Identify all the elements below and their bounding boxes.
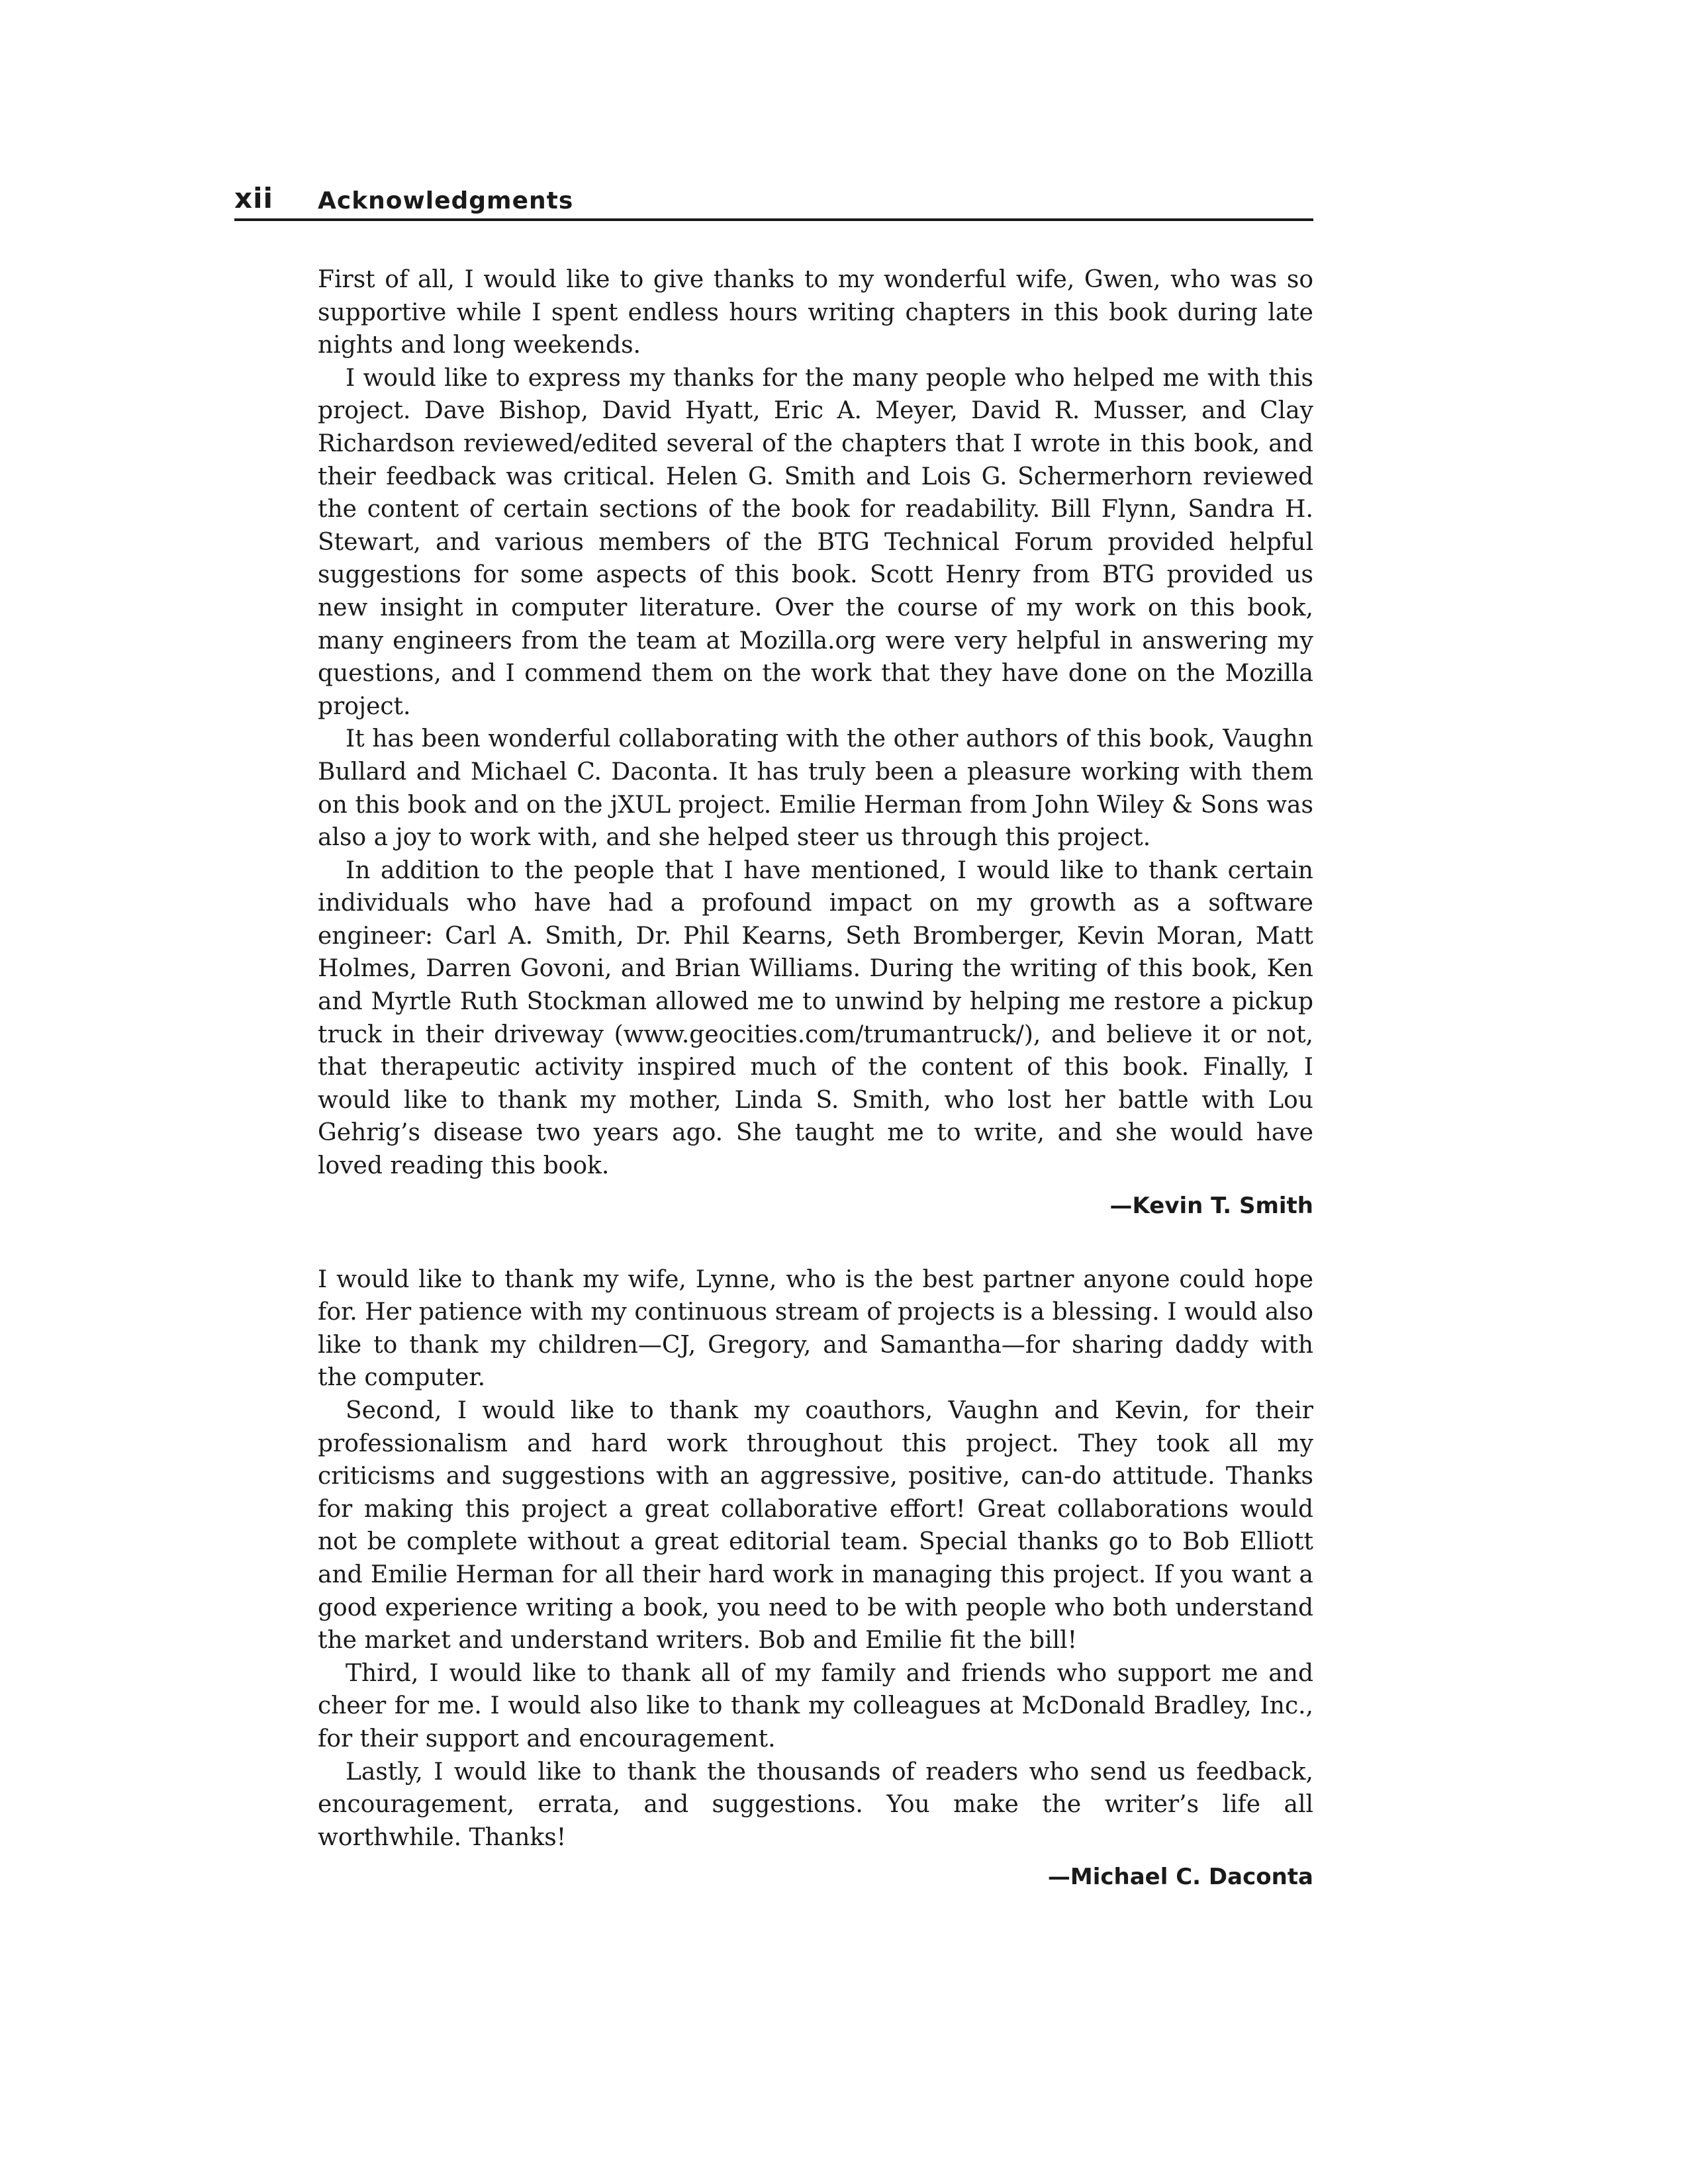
paragraph: Third, I would like to thank all of my family and friends who support me and cheer for me. I would also like to thank my colleagues at McDonald Bradley, Inc., for their support and encouragement. — [318, 1659, 1313, 1752]
acknowledgment-section-kevin — [318, 263, 1313, 1222]
paragraph: Second, I would like to thank my coauthors, Vaughn and Kevin, for their professionalism and hard work throughout this project. They took all my criticisms and suggestions with an aggressive, positive, can-do attitude. Thanks for making this project a great collaborative effort! Great collaborations would not be complete without a great editorial team. Special thanks go to Bob Elliott and Emilie Herman for all their hard work in managing this project. If you want a good experience writing a book, you need to be with people who both understand the market and understand writers. Bob and Emilie fit the bill! — [318, 1397, 1313, 1655]
signature-kevin: —Kevin T. Smith — [1109, 1192, 1313, 1219]
paragraph: I would like to express my thanks for the many people who helped me with this project. Dave Bishop, David Hyatt, Eric A. Meyer, David R. Musser, and Clay Richardson reviewed/edited several of the chapters that I wrote in this book, and their feedback was critical. Helen G. Smith and Lois G. Schermerhorn reviewed the content of certain sections of the book for readability. Bill Flynn, Sandra H. Stewart, and various members of the BTG Technical Forum provided helpful suggestions for some aspects of this book. Scott Henry from BTG provided us new insight in computer literature. Over the course of my work on this book, many engineers from the team at Mozilla.org were very helpful in answering my questions, and I commend them on the work that they have done on the Mozilla project. — [318, 364, 1313, 720]
page-number: xii — [234, 182, 273, 214]
acknowledgment-section-michael — [318, 1263, 1313, 1894]
paragraph: In addition to the people that I have mentioned, I would like to thank certain individuals who have had a profound impact on my growth as a software engineer: Carl A. Smith, Dr. Phil Kearns, Seth Bromberger, Kevin Moran, Matt Holmes, Darren Govoni, and Brian Williams. During the writing of this book, Ken and Myrtle Ruth Stockman allowed me to unwind by helping me restore a pickup truck in their driveway (www.geocities.com/trumantruck/), and believe it or not, that therapeutic activity inspired much of the content of this book. Finally, I would like to thank my mother, Linda S. Smith, who lost her battle with Lou Gehrig’s disease two years ago. She taught me to write, and she would have loved reading this book. — [318, 856, 1313, 1180]
paragraph: Lastly, I would like to thank the thousands of readers who send us feedback, encouragement, errata, and suggestions. You make the writer’s life all worthwhile. Thanks! — [318, 1758, 1313, 1851]
paragraph: I would like to thank my wife, Lynne, who is the best partner anyone could hope for. Her patience with my continuous stream of projects is a blessing. I would also like to thank my children—CJ, Gregory, and Samantha—for sharing daddy with the computer. — [318, 1265, 1313, 1392]
running-head: Acknowledgments — [318, 187, 574, 214]
paragraph: It has been wonderful collaborating with the other authors of this book, Vaughn Bullard and Michael C. Daconta. It has truly been a pleasure working with them on this book and on the jXUL project. Emilie Herman from John Wiley & Sons was also a joy to work with, and she helped steer us through this project. — [318, 725, 1313, 852]
acknowledgments-body — [318, 263, 1313, 1893]
paragraph: First of all, I would like to give thanks to my wonderful wife, Gwen, who was so supportive while I spent endless hours writing chapters in this book during late nights and long weekends. — [318, 266, 1313, 359]
signature-michael: —Michael C. Daconta — [1047, 1864, 1313, 1891]
page-header — [234, 177, 1313, 221]
section-gap — [318, 1222, 1313, 1263]
